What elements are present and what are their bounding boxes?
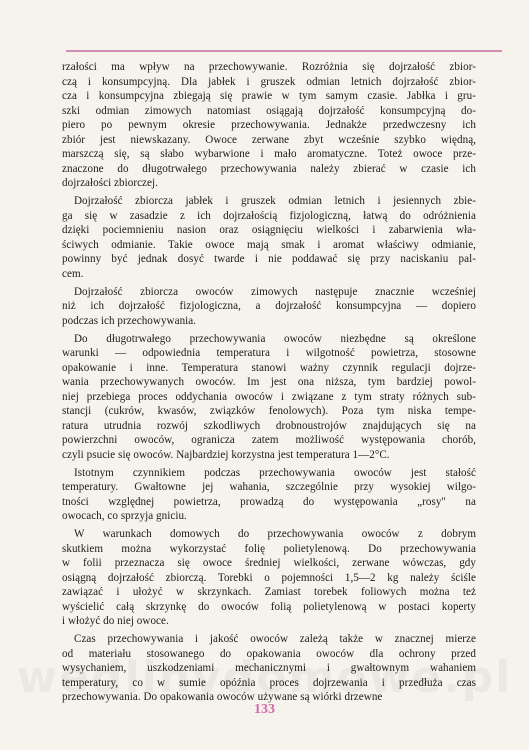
text-line: Do długotrwałego przechowywania owoców niezbędne są określone <box>74 332 476 345</box>
text-line: warunki — odpowiednia temperatura i wilgotność powietrza, stosowne <box>62 347 476 359</box>
text-line: wania przechowywanych owoców. Im jest ona niższa, tym bardziej powol- <box>62 376 476 388</box>
header-rule <box>66 50 502 52</box>
text-line: zbiór jest niewskazany. Owoce zerwane zbyt wcześnie szybko więdną, <box>62 133 476 146</box>
paragraph <box>62 60 476 191</box>
text-line: skutkiem można wykorzystać folię polietylenową. Do przechowywania <box>62 542 476 555</box>
text-line: opakowanie i inne. Temperatura stanowi ważny czynnik regulacji dojrze- <box>62 361 476 374</box>
text-line: rzałości ma wpływ na przechowywanie. Rozróżnia się dojrzałość zbior- <box>62 61 476 73</box>
text-line: czą i konsumpcyjną. Dla jabłek i gruszek odmian letnich dojrzałość zbior- <box>62 75 476 88</box>
text-line: znaczone do długotrwałego przechowywania należy zbierać w czasie ich <box>62 162 476 175</box>
paragraph <box>62 332 476 463</box>
text-line: zawiązać i ułożyć w skrzynkach. Zamiast torebek foliowych można też <box>62 586 476 598</box>
text-line: niż ich dojrzałość fizjologiczna, a dojrzałość konsumpcyjna — dopiero <box>62 300 476 312</box>
text-line: tności względnej powietrza, prowadzą do występowania „rosy" na <box>62 495 476 508</box>
text-line: od materiału stosowanego do opakowania owoców dla ochrony przed <box>62 647 476 660</box>
text-line: wyścielić całą skrzynkę do owoców folią polietylenową w postaci koperty <box>62 600 476 613</box>
text-line: ratura utrudnia rozwój szkodliwych drobnoustrojów znajdujących się na <box>62 419 476 432</box>
text-line: Dojrzałość zbiorcza owoców zimowych następuje znacznie wcześniej <box>74 285 476 298</box>
body-text <box>62 60 476 708</box>
text-line: Dojrzałość zbiorcza jabłek i gruszek odmian letnich i jesiennych zbie- <box>74 195 476 207</box>
text-line: ściwych odmianie. Takie owoce mają smak i aromat właściwy odmianie, <box>62 238 476 251</box>
text-line: szki odmian zimowych natomiast osiągają dojrzałość konsumpcyjną do- <box>62 104 476 117</box>
text-line: niej przebiega proces oddychania owoców i związane z tym straty różnych sub- <box>62 390 476 403</box>
text-line: wysychaniem, uszkodzeniami mechanicznymi i gwałtownym wahaniem <box>62 662 476 674</box>
text-line: dojrzałości zbiorczej. <box>62 177 158 189</box>
text-line: ga się w zasadzie z ich dojrzałością fizjologiczną, łatwą do odróżnienia <box>62 209 476 222</box>
paragraph <box>62 527 476 629</box>
paragraph <box>62 632 476 705</box>
text-line: osiągną dojrzałość zbiorczą. Torebki o pojemności 1,5—2 kg należy ściśle <box>62 571 476 584</box>
text-line: Czas przechowywania i jakość owoców zależą także w znacznej mierze <box>74 633 476 645</box>
text-line: przechowywania. Do opakowania owoców używane są wiórki drzewne <box>62 691 383 703</box>
text-line: w folii przeznacza się owoce średniej wielkości, zerwane wówczas, gdy <box>62 557 476 569</box>
text-line: marszczą się, są słabo wybarwione i mało aromatyczne. Toteż owoce prze- <box>62 148 476 160</box>
text-line: podczas ich przechowywania. <box>62 314 197 327</box>
text-line: i włożyć do niej owoce. <box>62 615 169 627</box>
text-line: W warunkach domowych do przechowywania owoców z dobrym <box>74 528 476 540</box>
paragraph <box>62 285 476 329</box>
paragraph <box>62 194 476 281</box>
text-line: stancji (cukrów, kwasów, związków fenolowych). Poza tym niska tempe- <box>62 405 476 417</box>
text-line: temperatury. Gwałtowne jej wahania, szczególnie przy wysokiej wilgo- <box>62 481 476 493</box>
text-line: piero po pewnym okresie przechowywania. Jednakże przedwczesny ich <box>62 119 476 131</box>
text-line: dzięki pociemnieniu nasion oraz osiągnięciu wielkości i zabarwienia wła- <box>62 224 476 236</box>
page-number: 133 <box>254 702 275 717</box>
paragraph <box>62 466 476 524</box>
text-line: temperatury, co w sumie opóźnia proces dojrzewania i przedłuża czas <box>62 676 476 689</box>
text-line: powierzchni owoców, ogranicza zatem możliwość występowania chorób, <box>62 434 476 446</box>
text-line: Istotnym czynnikiem podczas przechowywania owoców jest stałość <box>74 466 476 479</box>
text-line: cza i konsumpcyjna zbiegają się prawie w tym samym czasie. Jabłka i gru- <box>62 90 476 102</box>
text-line: czyli psucie się owoców. Najbardziej korzystna jest temperatura 1—2°C. <box>62 448 390 461</box>
text-line: cem. <box>62 267 84 280</box>
text-line: owocach, co sprzyja gniciu. <box>62 510 187 522</box>
text-line: powinny być jednak dosyć twarde i nie poddawać się przy naciskaniu pal- <box>62 253 476 265</box>
